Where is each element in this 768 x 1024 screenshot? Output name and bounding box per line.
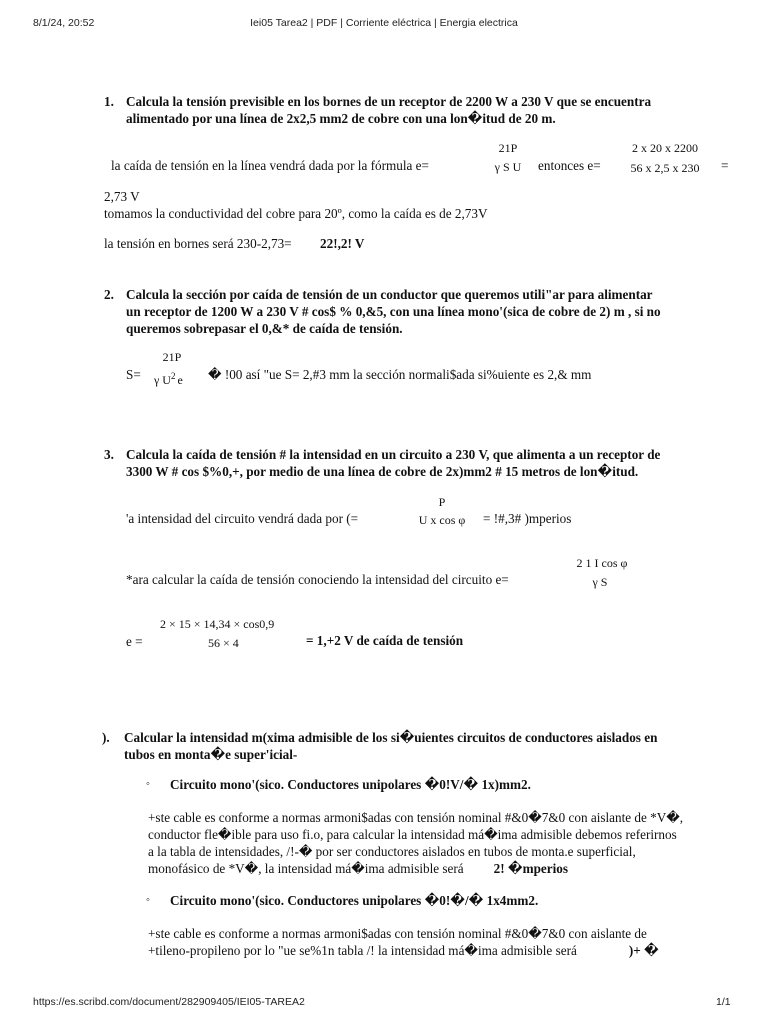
question-text-line: queremos sobrepasar el 0,&* de caída de tensión.	[126, 321, 403, 336]
bullet-icon: ◦	[146, 778, 150, 790]
caida-intro: *ara calcular la caída de tensión conociendo la intensidad del circuito e=	[126, 572, 509, 587]
question-text-line: Calcula la caída de tensión # la intensidad en un circuito a 230 V, que alimenta a un receptor de	[126, 447, 661, 462]
question-text-line: 3300 W # cos $%0,+, por medio de una línea de cobre de 2x)mm2 # 15 metros de lon�itud.	[126, 464, 639, 479]
fraction-numerator: 21P	[498, 141, 518, 155]
question-number: ).	[102, 730, 110, 745]
question-text-line: Calcula la sección por caída de tensión de un conductor que queremos utili"ar para alimentar	[126, 287, 653, 302]
caida-result: = 1,+2 V de caída de tensión	[306, 633, 464, 648]
bullet-icon: ◦	[146, 894, 150, 906]
equals-sign: =	[721, 158, 729, 173]
intensidad-result: = !#,3# )mperios	[483, 511, 572, 526]
e-label: e =	[126, 634, 143, 649]
fraction-denominator: 56 × 4	[208, 636, 239, 650]
paragraph-line: +tileno-propileno por lo "ue se%1n tabla /! la intensidad má�ima admisible será	[148, 943, 577, 958]
print-url: https://es.scribd.com/document/282909405/IEI05-TAREA2	[33, 996, 305, 1008]
question-text-line: Calcular la intensidad m(xima admisible de los si�uientes circuitos de conductores aislados en	[124, 730, 658, 745]
note-text: tomamos la conductividad del cobre para 20º, como la caída es de 2,73V	[104, 206, 488, 221]
item-title: Circuito mono'(sico. Conductores unipolares �0!V/� 1x)mm2.	[170, 777, 531, 792]
intensidad-intro: 'a intensidad del circuito vendrá dada por (=	[126, 511, 359, 526]
section-label: S=	[126, 367, 141, 382]
question-text-line: un receptor de 1200 W a 230 V # cos$ % 0,&5, con una línea mono'(sica de cobre de 2) m , si no	[126, 304, 661, 319]
result-value: 2,73 V	[104, 189, 140, 204]
question-text-line: Calcula la tensión previsible en los bornes de un receptor de 2200 W a 230 V que se encuentra	[126, 94, 652, 109]
fraction-numerator: P	[438, 495, 446, 509]
fraction-numerator: 2 × 15 × 14,34 × cos0,9	[160, 617, 275, 631]
item-title: Circuito mono'(sico. Conductores unipolares �0!�/� 1x4mm2.	[170, 893, 539, 908]
section-result: � !00 así "ue S= 2,#3 mm la sección normali$ada si%uiente es 2,& mm	[208, 367, 592, 382]
paragraph-line: monofásico de *V�, la intensidad má�ima admisible será	[148, 861, 464, 876]
question-text-line: alimentado por una línea de 2x2,5 mm2 de cobre con una lon�itud de 20 m.	[126, 111, 556, 126]
formula-intro: la caída de tensión en la línea vendrá dada por la fórmula e=	[111, 158, 429, 173]
fraction-denominator: 56 x 2,5 x 230	[630, 161, 700, 175]
paragraph-line: +ste cable es conforme a normas armoni$adas con tensión nominal #&0�7&0 con aislante de *V�,	[148, 810, 684, 825]
item-value: )+ �	[628, 943, 659, 958]
print-datetime: 8/1/24, 20:52	[33, 17, 95, 29]
question-number: 2.	[104, 287, 114, 302]
item-value: 2! �mperios	[493, 861, 569, 876]
question-text-line: tubos en monta�e super'icial-	[124, 747, 298, 762]
paragraph-line: +ste cable es conforme a normas armoni$adas con tensión nominal #&0�7&0 con aislante de	[148, 926, 647, 941]
fraction-numerator: 2 x 20 x 2200	[632, 141, 698, 155]
bornes-text: la tensión en bornes será 230-2,73=	[104, 236, 292, 251]
entonces-label: entonces e=	[538, 158, 601, 173]
fraction-denominator: γ $U^2$ e	[154, 371, 183, 387]
paragraph-line: a la tabla de intensidades, /!-� por ser conductores aislados en tubos de monta.e superficial,	[148, 844, 636, 859]
page-number: 1/1	[716, 996, 731, 1008]
item-paragraph	[148, 925, 659, 959]
question-number: 3.	[104, 447, 114, 462]
item-paragraph	[148, 809, 683, 877]
bornes-value: 22!,2! V	[320, 236, 365, 251]
question-number: 1.	[104, 94, 114, 109]
fraction-denominator: γ S	[592, 575, 608, 589]
fraction-numerator: 21P	[162, 350, 182, 364]
fraction-denominator: γ S U	[494, 160, 522, 174]
paragraph-line: conductor fle�ible para uso fi.o, para calcular la intensidad má�ima admisible debemos referirnos	[148, 827, 677, 842]
fraction-numerator: 2 1 I cos φ	[576, 556, 628, 570]
print-title: Iei05 Tarea2 | PDF | Corriente eléctrica | Energia electrica	[250, 17, 518, 29]
fraction-denominator: U x cos φ	[418, 513, 466, 527]
